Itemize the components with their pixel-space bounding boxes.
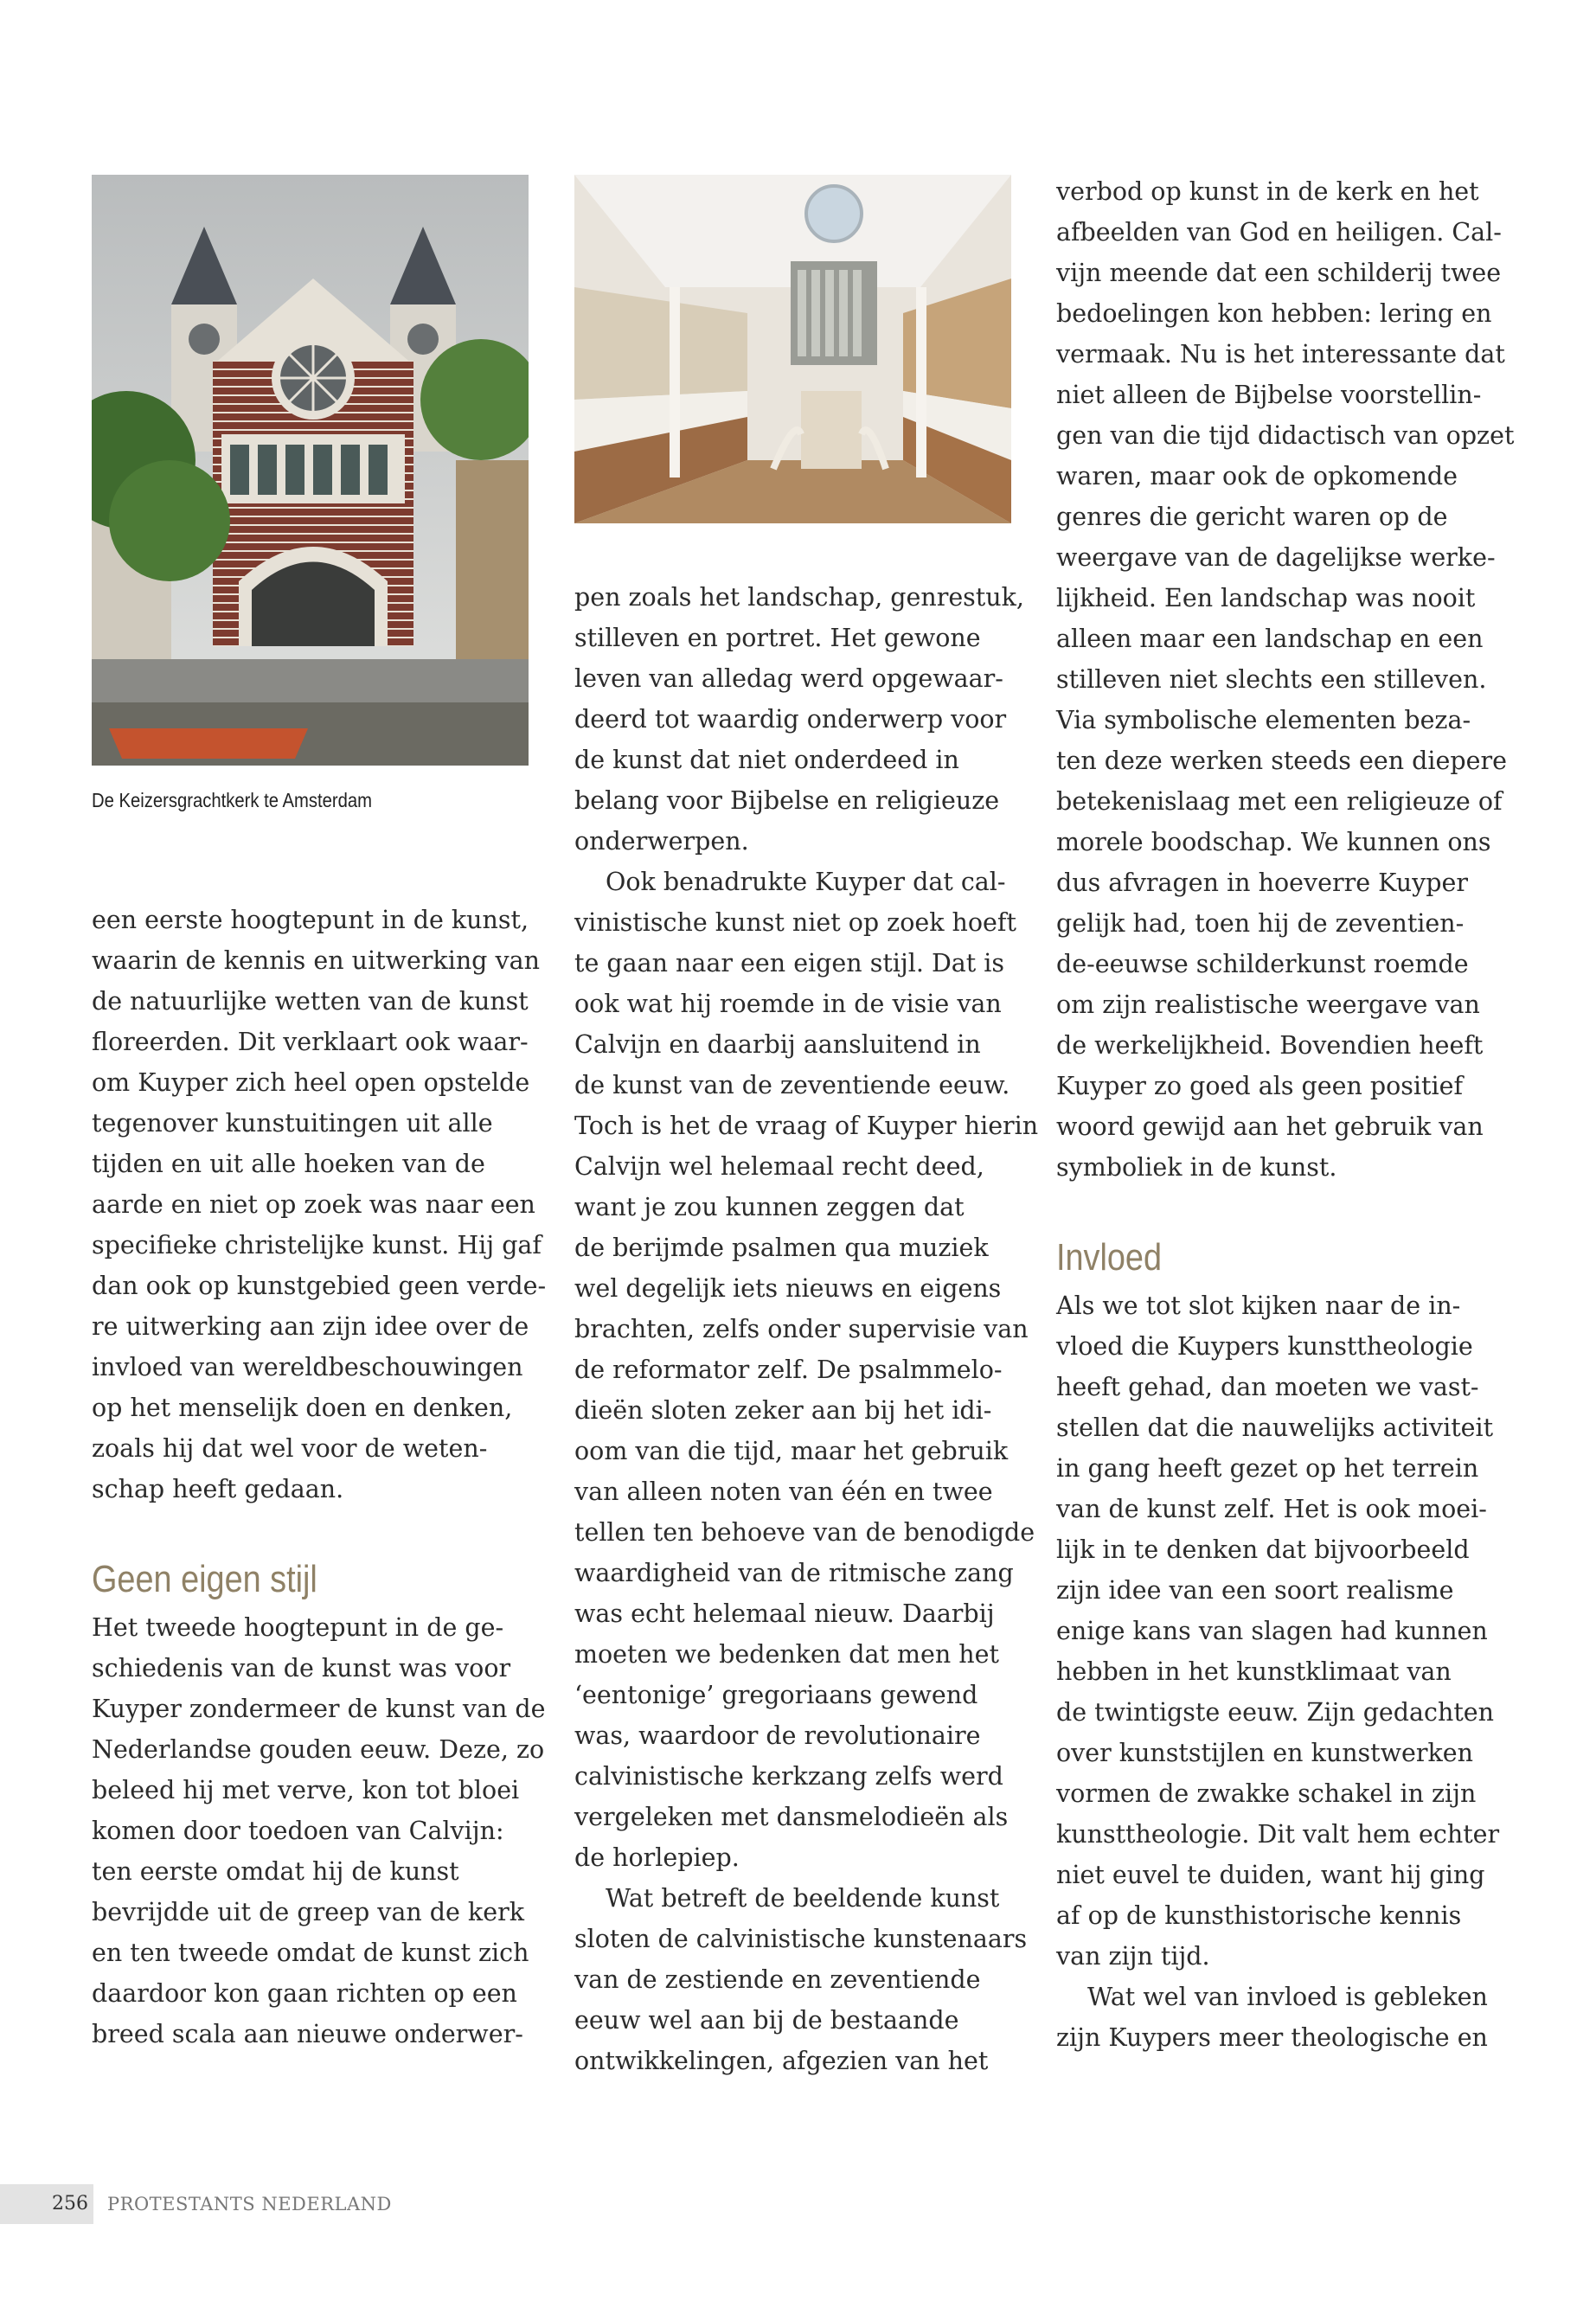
section-heading-invloed: Invloed: [1056, 1236, 1163, 1279]
column-1: [92, 900, 547, 2054]
text-line: niet euvel te duiden, want hij ging: [1056, 1861, 1485, 1889]
text-line: bevrijdde uit de greep van de kerk: [92, 1898, 524, 1926]
text-line: zijn idee van een soort realisme: [1056, 1576, 1454, 1605]
church-exterior-photo: [92, 175, 529, 766]
text-line: re uitwerking aan zijn idee over de: [92, 1312, 529, 1341]
text-line: om zijn realistische weergave van: [1056, 990, 1480, 1019]
paragraph-continuation: [1056, 171, 1515, 1188]
text-line: te gaan naar een eigen stijl. Dat is: [574, 949, 1005, 977]
text-line: genres die gericht waren op de: [1056, 503, 1448, 531]
text-line: onderwerpen.: [574, 827, 749, 856]
text-line: enige kans van slagen had kunnen: [1056, 1617, 1488, 1645]
text-line: waardigheid van de ritmische zang: [574, 1559, 1014, 1587]
text-line: in gang heeft gezet op het terrein: [1056, 1454, 1479, 1483]
text-line: aarde en niet op zoek was naar een: [92, 1190, 535, 1219]
text-line: pen zoals het landschap, genrestuk,: [574, 583, 1024, 612]
section-heading-geen-eigen-stijl: Geen eigen stijl: [92, 1558, 317, 1600]
text-line: zoals hij dat wel voor de weten-: [92, 1434, 488, 1463]
text-line: Calvijn wel helemaal recht deed,: [574, 1152, 984, 1181]
text-line: tellen ten behoeve van de benodigde: [574, 1518, 1035, 1547]
text-line: afbeelden van God en heiligen. Cal-: [1056, 218, 1502, 247]
text-line: gelijk had, toen hij de zeventien-: [1056, 909, 1465, 938]
text-line: Wat betreft de beeldende kunst: [606, 1884, 1000, 1913]
text-line: vloed die Kuypers kunsttheologie: [1056, 1332, 1473, 1361]
church-exterior-illustration: [92, 175, 529, 766]
text-line: kunsttheologie. Dit valt hem echter: [1056, 1820, 1500, 1849]
page-number: 256: [52, 2193, 88, 2214]
text-line: Als we tot slot kijken naar de in-: [1056, 1292, 1461, 1320]
text-line: verbod op kunst in de kerk en het: [1056, 177, 1479, 206]
text-line: niet alleen de Bijbelse voorstellin-: [1056, 381, 1482, 409]
text-line: de berijmde psalmen qua muziek: [574, 1234, 989, 1262]
text-line: specifieke christelijke kunst. Hij gaf: [92, 1231, 542, 1259]
text-line: stilleven en portret. Het gewone: [574, 624, 981, 652]
text-line: moeten we bedenken dat men het: [574, 1640, 999, 1669]
church-interior-illustration: [574, 175, 1011, 523]
text-line: leven van alledag werd opgewaar-: [574, 664, 1003, 693]
paragraph: [92, 1607, 546, 2054]
text-line: sloten de calvinistische kunstenaars: [574, 1925, 1028, 1953]
text-line: van de kunst zelf. Het is ook moei-: [1056, 1495, 1487, 1523]
text-line: over kunststijlen en kunstwerken: [1056, 1739, 1474, 1767]
text-line: schap heeft gedaan.: [92, 1475, 344, 1503]
text-line: zijn Kuypers meer theologische en: [1056, 2023, 1488, 2052]
text-line: oom van die tijd, maar het gebruik: [574, 1437, 1009, 1465]
text-line: Ook benadrukte Kuyper dat cal-: [606, 868, 1006, 896]
text-line: dus afvragen in hoeverre Kuyper: [1056, 868, 1468, 897]
text-line: stilleven niet slechts een stilleven.: [1056, 665, 1487, 694]
text-line: dieën sloten zeker aan bij het idi-: [574, 1396, 992, 1425]
text-line: floreerden. Dit verklaart ook waar-: [92, 1028, 529, 1056]
text-line: vijn meende dat een schilderij twee: [1056, 259, 1502, 287]
text-line: brachten, zelfs onder supervisie van: [574, 1315, 1029, 1343]
text-line: eeuw wel aan bij de bestaande: [574, 2006, 959, 2035]
text-line: woord gewijd aan het gebruik van: [1056, 1112, 1484, 1141]
text-line: ook wat hij roemde in de visie van: [574, 990, 1002, 1018]
column-3: [1056, 171, 1515, 2058]
text-line: morele boodschap. We kunnen ons: [1056, 828, 1491, 856]
text-line: waren, maar ook de opkomende: [1056, 462, 1458, 490]
text-line: was echt helemaal nieuw. Daarbij: [574, 1599, 995, 1628]
text-line: de kunst van de zeventiende eeuw.: [574, 1071, 1010, 1099]
text-line: van alleen noten van één en twee: [574, 1477, 993, 1506]
text-line: wel degelijk iets nieuws en eigens: [574, 1274, 1002, 1303]
text-line: Wat wel van invloed is gebleken: [1087, 1983, 1488, 2011]
text-line: bedoelingen kon hebben: lering en: [1056, 299, 1492, 328]
text-line: Toch is het de vraag of Kuyper hierin: [574, 1112, 1039, 1140]
text-line: de horlepiep.: [574, 1843, 740, 1872]
text-line: de kunst dat niet onderdeed in: [574, 746, 959, 774]
text-line: breed scala aan nieuwe onderwer-: [92, 2020, 523, 2048]
publication-name: PROTESTANTS NEDERLAND: [107, 2194, 392, 2214]
paragraph-continuation: [574, 577, 1024, 862]
text-line: beleed hij met verve, kon tot bloei: [92, 1776, 520, 1804]
text-line: de natuurlijke wetten van de kunst: [92, 987, 529, 1016]
text-line: een eerste hoogtepunt in de kunst,: [92, 906, 529, 934]
text-line: schiedenis van de kunst was voor: [92, 1654, 511, 1682]
text-line: calvinistische kerkzang zelfs werd: [574, 1762, 1003, 1791]
text-line: want je zou kunnen zeggen dat: [574, 1193, 965, 1221]
column-2: [574, 577, 1039, 2081]
text-line: symboliek in de kunst.: [1056, 1153, 1337, 1182]
text-line: de werkelijkheid. Bovendien heeft: [1056, 1031, 1484, 1060]
text-line: belang voor Bijbelse en religieuze: [574, 786, 1000, 815]
text-line: Nederlandse gouden eeuw. Deze, zo: [92, 1735, 545, 1764]
text-line: Calvijn en daarbij aansluitend in: [574, 1030, 981, 1059]
text-line: lijk in te denken dat bijvoorbeeld: [1056, 1535, 1470, 1564]
text-line: af op de kunsthistorische kennis: [1056, 1901, 1462, 1930]
paragraph-continuation: [92, 900, 547, 1509]
text-line: tijden en uit alle hoeken van de: [92, 1150, 485, 1178]
text-line: was, waardoor de revolutionaire: [574, 1721, 981, 1750]
text-line: deerd tot waardig onderwerp voor: [574, 705, 1007, 734]
text-line: ontwikkelingen, afgezien van het: [574, 2047, 989, 2075]
text-line: vinistische kunst niet op zoek hoeft: [574, 908, 1016, 937]
text-line: vermaak. Nu is het interessante dat: [1056, 340, 1505, 369]
text-line: heeft gehad, dan moeten we vast-: [1056, 1373, 1479, 1401]
text-line: invloed van wereldbeschouwingen: [92, 1353, 523, 1381]
text-line: de twintigste eeuw. Zijn gedachten: [1056, 1698, 1495, 1727]
photo-caption: De Keizersgrachtkerk te Amsterdam: [92, 789, 372, 811]
text-line: komen door toedoen van Calvijn:: [92, 1817, 504, 1845]
text-line: betekenislaag met een religieuze of: [1056, 787, 1503, 816]
paragraph: [1056, 1977, 1502, 2058]
text-line: en ten tweede omdat de kunst zich: [92, 1939, 529, 1967]
text-line: Kuyper zondermeer de kunst van de: [92, 1695, 546, 1723]
text-line: waarin de kennis en uitwerking van: [92, 946, 540, 975]
text-line: van de zestiende en zeventiende: [574, 1965, 981, 1994]
text-line: de reformator zelf. De psalmmelo-: [574, 1356, 1003, 1384]
text-line: tegenover kunstuitingen uit alle: [92, 1109, 493, 1138]
paragraph: [574, 862, 1039, 1878]
text-line: alleen maar een landschap en een: [1056, 625, 1484, 653]
text-line: daardoor kon gaan richten op een: [92, 1979, 517, 2008]
text-line: van zijn tijd.: [1056, 1942, 1210, 1971]
text-line: op het menselijk doen en denken,: [92, 1394, 513, 1422]
text-line: de-eeuwse schilderkunst roemde: [1056, 950, 1469, 978]
text-line: vormen de zwakke schakel in zijn: [1056, 1779, 1477, 1808]
text-line: lijkheid. Een landschap was nooit: [1056, 584, 1476, 612]
text-line: dan ook op kunstgebied geen verde-: [92, 1272, 547, 1300]
text-line: vergeleken met dansmelodieën als: [574, 1803, 1009, 1831]
text-line: Het tweede hoogtepunt in de ge-: [92, 1613, 504, 1642]
text-line: gen van die tijd didactisch van opzet: [1056, 421, 1515, 450]
text-line: hebben in het kunstklimaat van: [1056, 1657, 1452, 1686]
paragraph: [1056, 1285, 1502, 1977]
paragraph: [574, 1878, 1028, 2081]
text-line: stellen dat die nauwelijks activiteit: [1056, 1413, 1494, 1442]
text-line: ten deze werken steeds een diepere: [1056, 747, 1507, 775]
text-line: ten eerste omdat hij de kunst: [92, 1857, 459, 1886]
text-line: om Kuyper zich heel open opstelde: [92, 1068, 530, 1097]
text-line: Kuyper zo goed als geen positief: [1056, 1072, 1464, 1100]
text-line: ‘eentonige’ gregoriaans gewend: [574, 1681, 978, 1709]
church-interior-photo: [574, 175, 1011, 523]
text-line: weergave van de dagelijkse werke-: [1056, 543, 1496, 572]
text-line: Via symbolische elementen beza-: [1056, 706, 1471, 734]
